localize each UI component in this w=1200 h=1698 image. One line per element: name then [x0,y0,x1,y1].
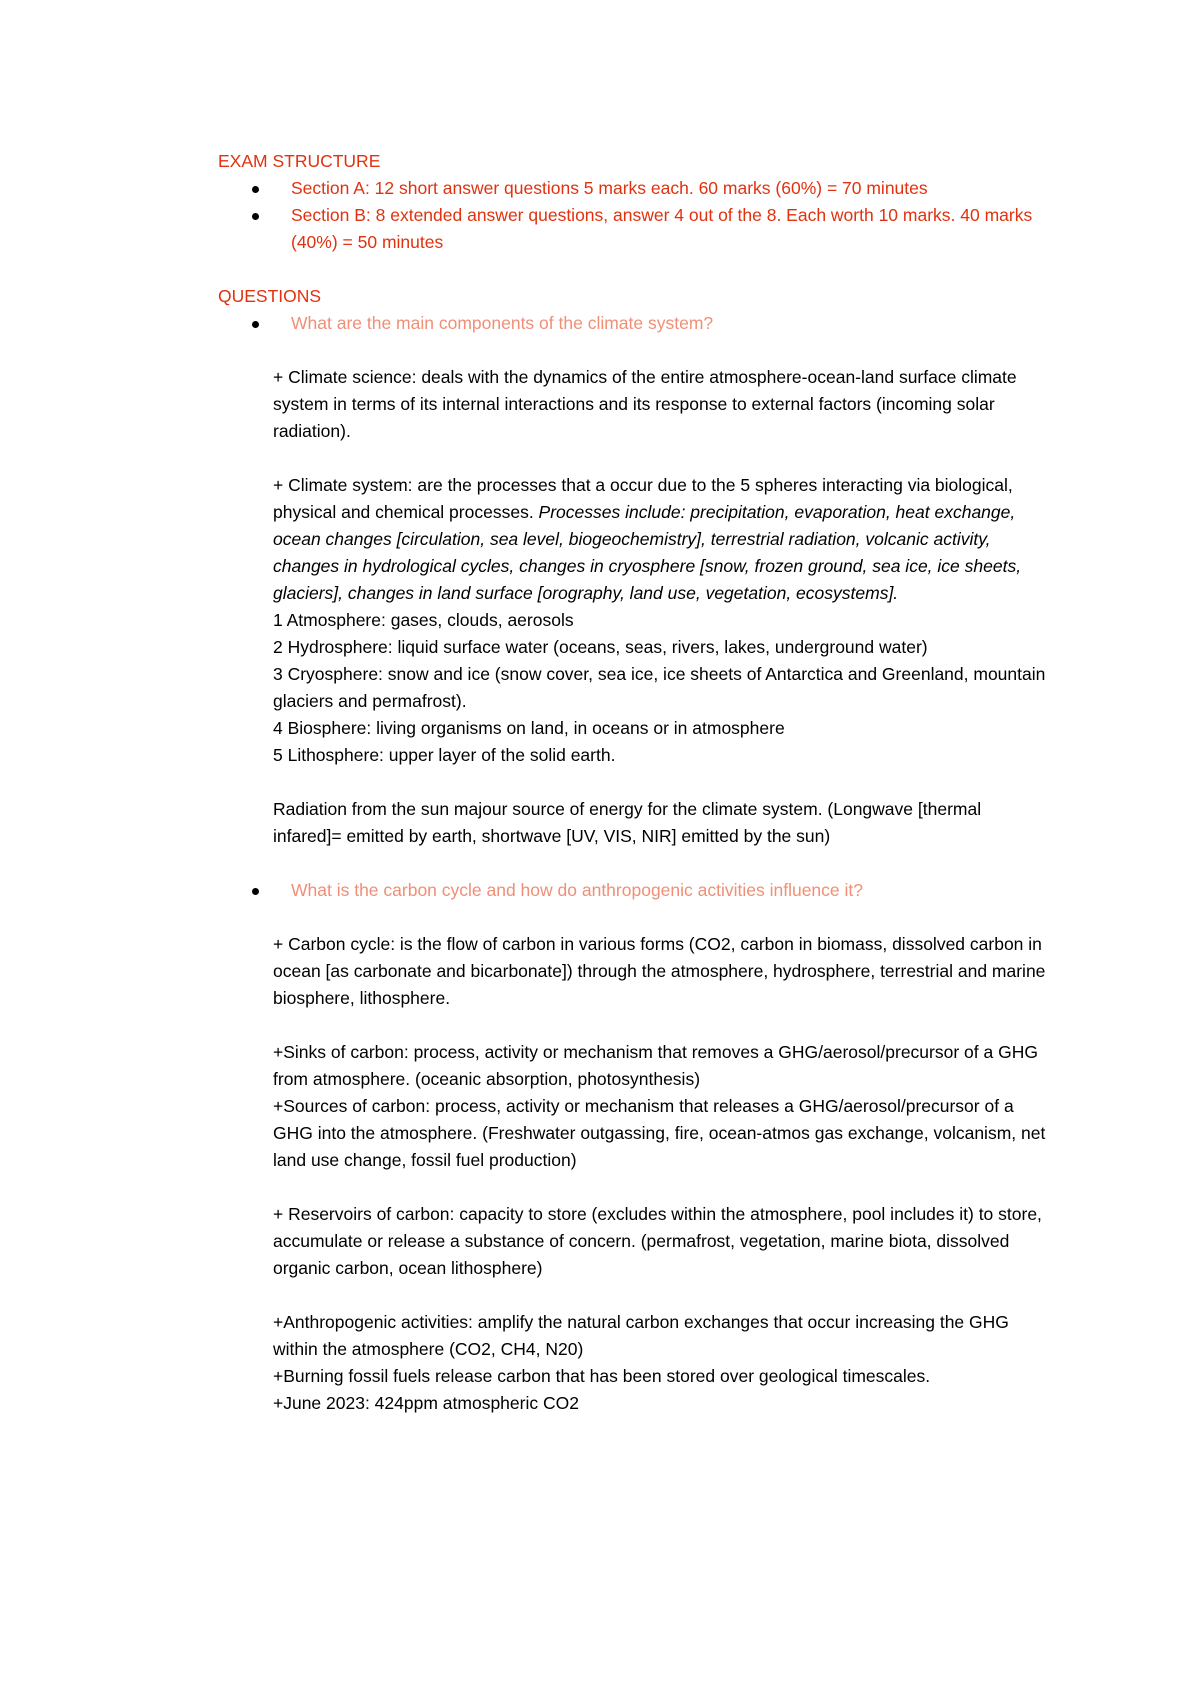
section-a-text: Section A: 12 short answer questions 5 marks each. 60 marks (60%) = 70 minutes [291,178,928,198]
list-item [218,310,1078,337]
questions-list-2 [218,877,1078,904]
question-2-text: What is the carbon cycle and how do anthropogenic activities influence it? [291,880,863,900]
spacer [273,769,1053,796]
sinks-paragraph: +Sinks of carbon: process, activity or mechanism that removes a GHG/aerosol/precursor of a GHG from atmosphere. (oceanic absorption, photosynthesis) [273,1042,1038,1089]
climate-system-paragraph [273,472,1053,607]
climate-system-lead: + Climate system: are the processes that a occur due to the 5 spheres interacting via biological, physical and chemical processes. [273,475,1013,522]
sphere-atmosphere: 1 Atmosphere: gases, clouds, aerosols [273,610,574,630]
list-item [218,877,1078,904]
document-content [218,148,1078,1417]
spacer [273,1174,1053,1201]
bullet-icon [252,888,259,895]
questions-list-1 [218,310,1078,337]
spacer [218,337,1078,364]
anthropogenic-paragraph: +Anthropogenic activities: amplify the natural carbon exchanges that occur increasing the GHG within the atmosphere (CO2, CH4, N20) [273,1312,1009,1359]
question-2-answer [218,931,1053,1417]
sphere-cryosphere: 3 Cryosphere: snow and ice (snow cover, sea ice, ice sheets of Antarctica and Greenland, mountain glaciers and permafrost). [273,664,1046,711]
exam-structure-heading: EXAM STRUCTURE [218,151,381,171]
spacer [218,850,1078,877]
spacer [273,1282,1053,1309]
fossil-fuels-paragraph: +Burning fossil fuels release carbon that has been stored over geological timescales. [273,1366,931,1386]
sources-paragraph: +Sources of carbon: process, activity or mechanism that releases a GHG/aerosol/precursor of a GHG into the atmosphere. (Freshwater outgassing, fire, ocean-atmos gas exchange, volcanism, net land use change, fossil fuel production) [273,1096,1046,1170]
exam-structure-list [218,175,1078,256]
carbon-cycle-paragraph: + Carbon cycle: is the flow of carbon in various forms (CO2, carbon in biomass, dissolved carbon in ocean [as carbonate and bicarbonate]) through the atmosphere, hydrosphere, terrestrial and marine biosphere, lithosphere. [273,934,1046,1008]
bullet-icon [252,186,259,193]
reservoirs-paragraph: + Reservoirs of carbon: capacity to store (excludes within the atmosphere, pool includes it) to store, accumulate or release a substance of concern. (permafrost, vegetation, marine biota, dissolved organic carbon, ocean lithosphere) [273,1204,1042,1278]
climate-system-processes: Processes include: precipitation, evaporation, heat exchange, ocean changes [circulation, sea level, biogeochemistry], terrestrial radiation, volcanic activity, changes in hydrological cycles, changes in cryosphere [snow, frozen ground, sea ice, ice sheets, glaciers], changes in land surface [orography, land use, vegetation, ecosystems]. [273,502,1022,603]
bullet-icon [252,321,259,328]
section-b-text: Section B: 8 extended answer questions, answer 4 out of the 8. Each worth 10 marks. 40 marks (40%) = 50 minutes [291,205,1033,252]
bullet-icon [252,213,259,220]
questions-heading: QUESTIONS [218,286,322,306]
radiation-paragraph: Radiation from the sun majour source of energy for the climate system. (Longwave [thermal infared]= emitted by earth, shortwave [UV, VIS, NIR] emitted by the sun) [273,799,982,846]
question-1-answer [218,364,1053,850]
spacer [273,1012,1053,1039]
spacer [218,904,1078,931]
sphere-lithosphere: 5 Lithosphere: upper layer of the solid earth. [273,745,616,765]
sphere-biosphere: 4 Biosphere: living organisms on land, in oceans or in atmosphere [273,718,785,738]
list-item [218,202,1078,256]
sphere-hydrosphere: 2 Hydrosphere: liquid surface water (oceans, seas, rivers, lakes, underground water) [273,637,928,657]
spacer [273,445,1053,472]
climate-science-paragraph: + Climate science: deals with the dynamics of the entire atmosphere-ocean-land surface climate system in terms of its internal interactions and its response to external factors (incoming solar radiation). [273,367,1017,441]
list-item [218,175,1078,202]
spacer [218,256,1078,283]
question-1-text: What are the main components of the climate system? [291,313,714,333]
june-2023-paragraph: +June 2023: 424ppm atmospheric CO2 [273,1393,579,1413]
